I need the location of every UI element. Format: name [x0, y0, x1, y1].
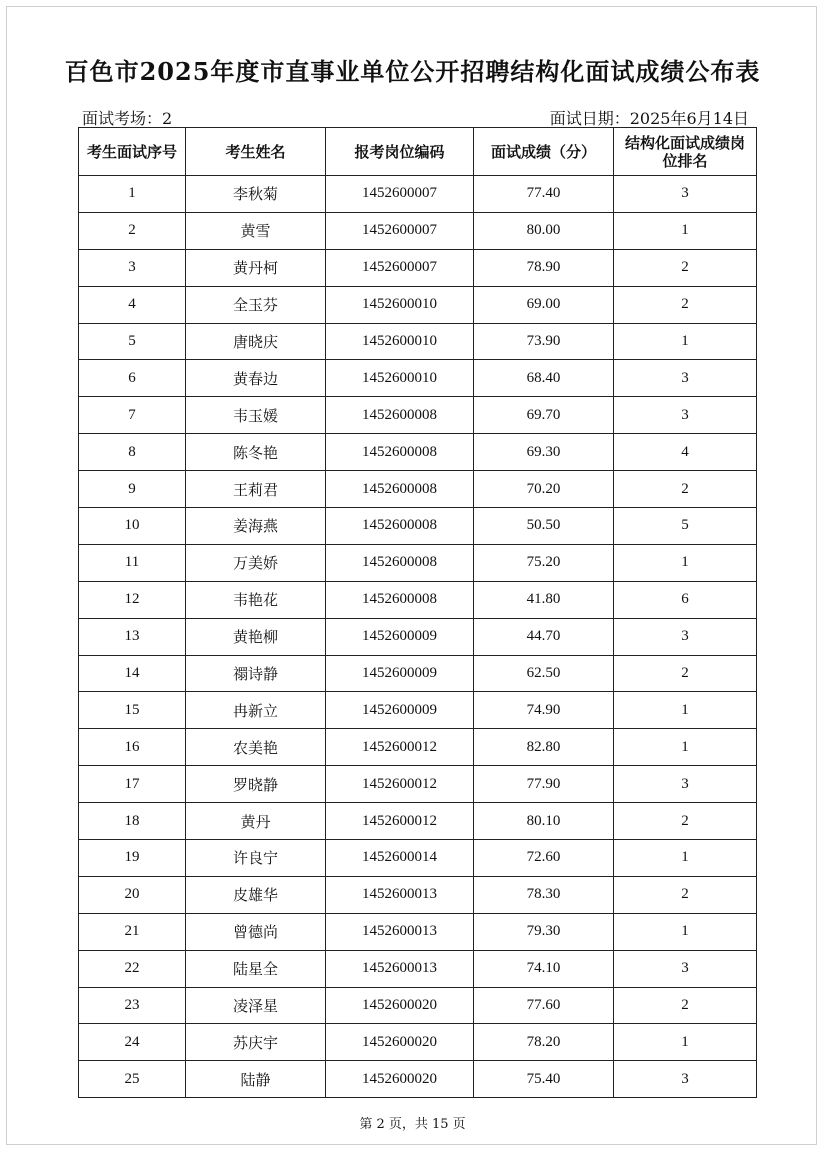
- cell-candidate-name: 全玉芬: [186, 286, 326, 323]
- cell-candidate-name: 韦艳花: [186, 581, 326, 618]
- cell-position-code: 1452600009: [326, 655, 474, 692]
- table-row: [79, 581, 757, 618]
- cell-candidate-name: 冉新立: [186, 692, 326, 729]
- document-title: 百色市2025年度市直事业单位公开招聘结构化面试成绩公布表: [64, 57, 761, 86]
- cell-position-rank: 3: [614, 766, 757, 803]
- cell-interview-score: 77.40: [474, 176, 614, 213]
- cell-position-rank: 2: [614, 286, 757, 323]
- cell-candidate-name: 黄艳柳: [186, 618, 326, 655]
- cell-position-rank: 2: [614, 803, 757, 840]
- cell-position-rank: 3: [614, 176, 757, 213]
- cell-interview-score: 77.90: [474, 766, 614, 803]
- cell-position-code: 1452600007: [326, 176, 474, 213]
- cell-candidate-name: 黄丹柯: [186, 249, 326, 286]
- cell-interview-number: 19: [79, 840, 186, 877]
- cell-candidate-name: 陆静: [186, 1061, 326, 1098]
- score-table: [78, 127, 757, 1098]
- cell-position-code: 1452600014: [326, 840, 474, 877]
- table-row: [79, 1024, 757, 1061]
- cell-interview-score: 69.00: [474, 286, 614, 323]
- cell-position-rank: 3: [614, 950, 757, 987]
- table-row: [79, 803, 757, 840]
- cell-position-rank: 1: [614, 544, 757, 581]
- header-candidate-name: 考生姓名: [186, 128, 326, 176]
- cell-candidate-name: 曾德尚: [186, 913, 326, 950]
- table-row: [79, 840, 757, 877]
- table-row: [79, 876, 757, 913]
- cell-position-rank: 1: [614, 729, 757, 766]
- cell-interview-number: 6: [79, 360, 186, 397]
- cell-interview-score: 44.70: [474, 618, 614, 655]
- cell-interview-score: 62.50: [474, 655, 614, 692]
- cell-position-code: 1452600008: [326, 508, 474, 545]
- cell-position-code: 1452600013: [326, 950, 474, 987]
- cell-candidate-name: 陈冬艳: [186, 434, 326, 471]
- cell-interview-score: 69.30: [474, 434, 614, 471]
- cell-position-code: 1452600010: [326, 360, 474, 397]
- cell-position-rank: 1: [614, 692, 757, 729]
- table-row: [79, 766, 757, 803]
- cell-interview-number: 3: [79, 249, 186, 286]
- cell-candidate-name: 苏庆宇: [186, 1024, 326, 1061]
- cell-position-code: 1452600020: [326, 1024, 474, 1061]
- header-interview-number: 考生面试序号: [79, 128, 186, 176]
- interview-date: 面试日期：2025年6月14日: [549, 109, 749, 128]
- table-row: [79, 360, 757, 397]
- cell-interview-number: 16: [79, 729, 186, 766]
- cell-candidate-name: 王莉君: [186, 471, 326, 508]
- cell-interview-number: 17: [79, 766, 186, 803]
- table-row: [79, 434, 757, 471]
- cell-position-code: 1452600013: [326, 876, 474, 913]
- cell-candidate-name: 农美艳: [186, 729, 326, 766]
- page-footer: 第 2 页，共 15 页: [359, 1117, 466, 1132]
- cell-interview-number: 5: [79, 323, 186, 360]
- cell-position-rank: 2: [614, 876, 757, 913]
- cell-position-code: 1452600008: [326, 544, 474, 581]
- table-row: [79, 913, 757, 950]
- cell-interview-score: 69.70: [474, 397, 614, 434]
- cell-candidate-name: 万美娇: [186, 544, 326, 581]
- cell-position-rank: 6: [614, 581, 757, 618]
- cell-candidate-name: 黄丹: [186, 803, 326, 840]
- header-position-code: 报考岗位编码: [326, 128, 474, 176]
- cell-interview-number: 11: [79, 544, 186, 581]
- cell-interview-number: 23: [79, 987, 186, 1024]
- table-row: [79, 508, 757, 545]
- cell-interview-score: 72.60: [474, 840, 614, 877]
- table-row: [79, 729, 757, 766]
- cell-interview-score: 70.20: [474, 471, 614, 508]
- cell-position-code: 1452600008: [326, 397, 474, 434]
- cell-position-code: 1452600012: [326, 766, 474, 803]
- cell-interview-number: 1: [79, 176, 186, 213]
- cell-position-code: 1452600012: [326, 803, 474, 840]
- cell-interview-score: 74.90: [474, 692, 614, 729]
- cell-candidate-name: 黄春边: [186, 360, 326, 397]
- cell-position-code: 1452600010: [326, 286, 474, 323]
- table-header-row: [79, 128, 757, 176]
- cell-position-code: 1452600020: [326, 987, 474, 1024]
- cell-position-rank: 5: [614, 508, 757, 545]
- table-row: [79, 544, 757, 581]
- cell-candidate-name: 皮雄华: [186, 876, 326, 913]
- cell-interview-number: 12: [79, 581, 186, 618]
- table-row: [79, 286, 757, 323]
- cell-position-code: 1452600020: [326, 1061, 474, 1098]
- cell-position-rank: 2: [614, 655, 757, 692]
- cell-position-rank: 4: [614, 434, 757, 471]
- table-row: [79, 987, 757, 1024]
- cell-position-code: 1452600012: [326, 729, 474, 766]
- cell-position-rank: 3: [614, 618, 757, 655]
- cell-candidate-name: 许良宁: [186, 840, 326, 877]
- cell-interview-number: 18: [79, 803, 186, 840]
- header-interview-score: 面试成绩（分）: [474, 128, 614, 176]
- cell-interview-number: 22: [79, 950, 186, 987]
- cell-interview-score: 73.90: [474, 323, 614, 360]
- table-row: [79, 471, 757, 508]
- cell-candidate-name: 禤诗静: [186, 655, 326, 692]
- cell-position-rank: 3: [614, 1061, 757, 1098]
- cell-position-code: 1452600009: [326, 692, 474, 729]
- cell-position-rank: 1: [614, 913, 757, 950]
- cell-interview-number: 8: [79, 434, 186, 471]
- cell-position-code: 1452600008: [326, 471, 474, 508]
- table-body: [79, 176, 757, 1098]
- cell-interview-number: 14: [79, 655, 186, 692]
- cell-position-code: 1452600007: [326, 212, 474, 249]
- cell-interview-number: 4: [79, 286, 186, 323]
- cell-candidate-name: 罗晓静: [186, 766, 326, 803]
- cell-interview-number: 15: [79, 692, 186, 729]
- table-row: [79, 950, 757, 987]
- cell-interview-number: 7: [79, 397, 186, 434]
- cell-candidate-name: 唐晓庆: [186, 323, 326, 360]
- cell-interview-score: 79.30: [474, 913, 614, 950]
- table-row: [79, 323, 757, 360]
- cell-position-code: 1452600007: [326, 249, 474, 286]
- cell-interview-number: 13: [79, 618, 186, 655]
- cell-position-code: 1452600008: [326, 581, 474, 618]
- cell-interview-number: 24: [79, 1024, 186, 1061]
- cell-interview-score: 80.00: [474, 212, 614, 249]
- interview-venue: 面试考场：2: [82, 109, 173, 128]
- table-row: [79, 176, 757, 213]
- cell-position-rank: 1: [614, 1024, 757, 1061]
- table-row: [79, 249, 757, 286]
- cell-interview-score: 80.10: [474, 803, 614, 840]
- cell-candidate-name: 韦玉媛: [186, 397, 326, 434]
- cell-interview-score: 74.10: [474, 950, 614, 987]
- cell-interview-number: 25: [79, 1061, 186, 1098]
- cell-position-code: 1452600013: [326, 913, 474, 950]
- table-row: [79, 397, 757, 434]
- cell-position-rank: 2: [614, 987, 757, 1024]
- cell-position-rank: 2: [614, 471, 757, 508]
- table-row: [79, 655, 757, 692]
- cell-candidate-name: 李秋菊: [186, 176, 326, 213]
- table-row: [79, 618, 757, 655]
- cell-candidate-name: 陆星全: [186, 950, 326, 987]
- cell-interview-number: 10: [79, 508, 186, 545]
- cell-candidate-name: 姜海燕: [186, 508, 326, 545]
- cell-position-rank: 1: [614, 323, 757, 360]
- cell-interview-score: 78.90: [474, 249, 614, 286]
- cell-interview-number: 2: [79, 212, 186, 249]
- cell-interview-score: 82.80: [474, 729, 614, 766]
- cell-interview-number: 21: [79, 913, 186, 950]
- cell-interview-score: 75.20: [474, 544, 614, 581]
- cell-position-rank: 1: [614, 840, 757, 877]
- header-position-rank: 结构化面试成绩岗位排名: [614, 128, 757, 176]
- cell-position-code: 1452600009: [326, 618, 474, 655]
- cell-interview-score: 77.60: [474, 987, 614, 1024]
- cell-interview-score: 75.40: [474, 1061, 614, 1098]
- cell-interview-score: 68.40: [474, 360, 614, 397]
- cell-position-rank: 3: [614, 360, 757, 397]
- cell-position-rank: 1: [614, 212, 757, 249]
- table-row: [79, 1061, 757, 1098]
- cell-position-code: 1452600010: [326, 323, 474, 360]
- cell-position-rank: 2: [614, 249, 757, 286]
- cell-interview-score: 41.80: [474, 581, 614, 618]
- table-row: [79, 212, 757, 249]
- cell-interview-number: 9: [79, 471, 186, 508]
- cell-interview-score: 78.30: [474, 876, 614, 913]
- cell-candidate-name: 黄雪: [186, 212, 326, 249]
- table-row: [79, 692, 757, 729]
- cell-position-code: 1452600008: [326, 434, 474, 471]
- cell-interview-score: 50.50: [474, 508, 614, 545]
- cell-interview-score: 78.20: [474, 1024, 614, 1061]
- cell-position-rank: 3: [614, 397, 757, 434]
- cell-candidate-name: 凌泽星: [186, 987, 326, 1024]
- cell-interview-number: 20: [79, 876, 186, 913]
